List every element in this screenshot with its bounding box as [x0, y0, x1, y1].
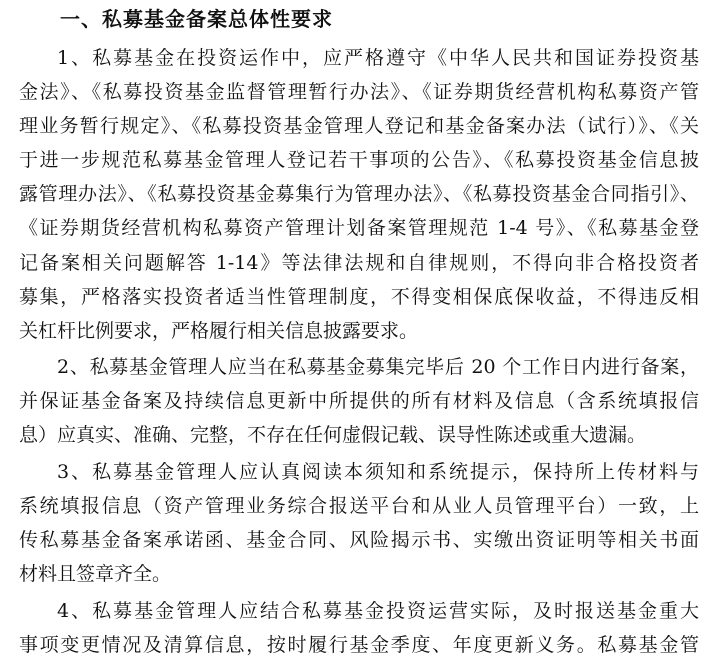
paragraph-1-line: 《证券期货经营机构私募资产管理计划备案管理规范 1-4 号》、《私募基金登 [19, 217, 699, 239]
section-heading: 一、私募基金备案总体性要求 [60, 7, 333, 31]
paragraph-1-line: 记备案相关问题解答 1-14》等法律法规和自律规则，不得向非合格投资者 [19, 252, 699, 274]
paragraph-3-line: 3、私募基金管理人应认真阅读本须知和系统提示，保持所上传材料与 [57, 461, 699, 483]
paragraph-1-line: 理业务暂行规定》、《私募投资基金管理人登记和基金备案办法（试行）》、《关 [19, 115, 699, 137]
paragraph-2-line: 并保证基金备案及持续信息更新中所提供的所有材料及信息（含系统填报信 [19, 390, 699, 412]
paragraph-3-line: 系统填报信息（资产管理业务综合报送平台和从业人员管理平台）一致，上 [19, 495, 699, 517]
paragraph-1-line: 于进一步规范私募基金管理人登记若干事项的公告》、《私募投资基金信息披 [19, 149, 699, 171]
paragraph-2-line: 息）应真实、准确、完整，不存在任何虚假记载、误导性陈述或重大遗漏。 [19, 424, 647, 446]
paragraph-3-line: 材料且签章齐全。 [19, 563, 172, 585]
paragraph-1-line: 金法》、《私募投资基金监督管理暂行办法》、《证券期货经营机构私募资产管 [19, 81, 699, 103]
paragraph-2-line: 2、私募基金管理人应当在私募基金募集完毕后 20 个工作日内进行备案， [57, 356, 699, 378]
paragraph-1-line: 1、私募基金在投资运作中，应严格遵守《中华人民共和国证券投资基 [57, 47, 699, 69]
paragraph-1-line: 露管理办法》、《私募投资基金募集行为管理办法》、《私募投资基金合同指引》、 [19, 183, 699, 205]
paragraph-3-line: 传私募基金备案承诺函、基金合同、风险揭示书、实缴出资证明等相关书面 [19, 529, 699, 551]
paragraph-4-line: 4、私募基金管理人应结合私募基金投资运营实际，及时报送基金重大 [57, 600, 699, 622]
paragraph-1-line: 募集，严格落实投资者适当性管理制度，不得变相保底保收益，不得违反相 [19, 286, 699, 308]
paragraph-1-line: 关杠杆比例要求，严格履行相关信息披露要求。 [19, 320, 419, 342]
paragraph-4-line: 事项变更情况及清算信息，按时履行基金季度、年度更新义务。私募基金管 [19, 634, 699, 656]
